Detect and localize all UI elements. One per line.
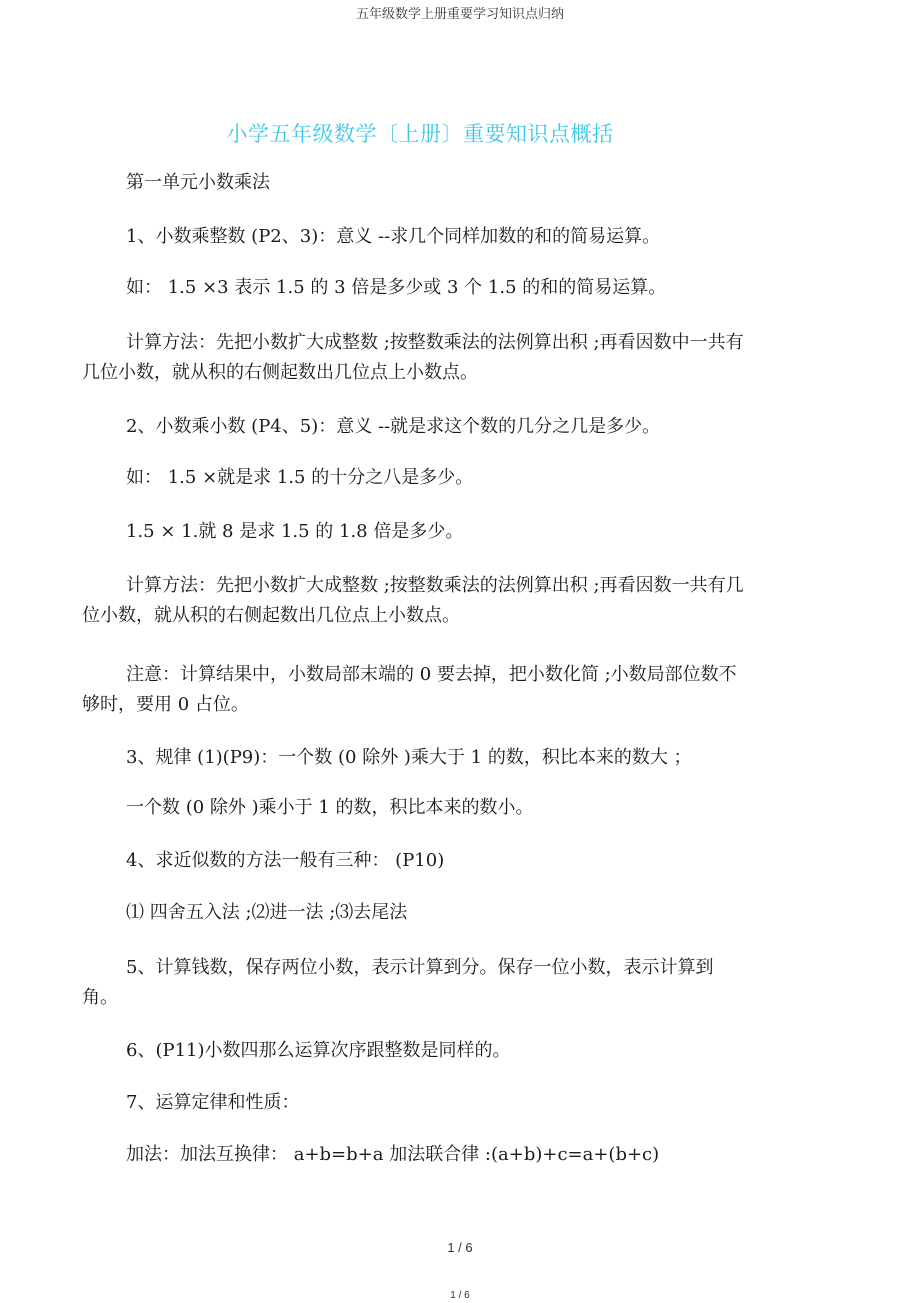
text-line: ⑴ 四舍五入法 ;⑵进一法 ;⑶去尾法: [126, 902, 408, 923]
page-number-small: 1 / 6: [450, 1290, 470, 1301]
text-line: 加法：加法互换律： a+b=b+a 加法联合律 :(a+b)+c=a+(b+c): [126, 1144, 660, 1165]
page-number: 1 / 6: [447, 1240, 473, 1255]
text-line: 1.5 × 1.就 8 是求 1.5 的 1.8 倍是多少。: [126, 521, 464, 542]
text-line: 如： 1.5 ×就是求 1.5 的十分之八是多少。: [126, 467, 474, 488]
document-header: 五年级数学上册重要学习知识点归纳: [355, 7, 564, 22]
text-line: 6、(P11)小数四那么运算次序跟整数是同样的。: [126, 1040, 511, 1061]
text-line: 角。: [82, 987, 118, 1008]
text-line: 注意：计算结果中，小数局部末端的 0 要去掉，把小数化简 ;小数局部位数不: [126, 664, 737, 685]
text-line: 2、小数乘小数 (P4、5)：意义 --就是求这个数的几分之几是多少。: [126, 416, 661, 437]
text-line: 位小数，就从积的右侧起数出几位点上小数点。: [82, 605, 460, 626]
text-line: 计算方法：先把小数扩大成整数 ;按整数乘法的法例算出积 ;再看因数一共有几: [126, 575, 744, 596]
text-line: 如： 1.5 ×3 表示 1.5 的 3 倍是多少或 3 个 1.5 的和的简易运算。: [126, 277, 667, 298]
page-title: 小学五年级数学〔上册〕重要知识点概括: [226, 122, 614, 146]
text-line: 5、计算钱数，保存两位小数，表示计算到分。保存一位小数，表示计算到: [126, 957, 714, 978]
text-line: 4、求近似数的方法一般有三种： (P10): [126, 850, 445, 871]
text-line: 几位小数，就从积的右侧起数出几位点上小数点。: [82, 362, 478, 383]
section-heading: 第一单元小数乘法: [126, 172, 270, 193]
text-line: 7、运算定律和性质：: [126, 1092, 300, 1113]
text-line: 够时，要用 0 占位。: [82, 694, 249, 715]
text-line: 3、规律 (1)(P9)：一个数 (0 除外 )乘大于 1 的数，积比本来的数大 ；: [126, 747, 692, 768]
text-line: 一个数 (0 除外 )乘小于 1 的数，积比本来的数小。: [126, 797, 534, 818]
text-line: 计算方法：先把小数扩大成整数 ;按整数乘法的法例算出积 ;再看因数中一共有: [126, 332, 744, 353]
text-line: 1、小数乘整数 (P2、3)：意义 --求几个同样加数的和的简易运算。: [126, 226, 661, 247]
